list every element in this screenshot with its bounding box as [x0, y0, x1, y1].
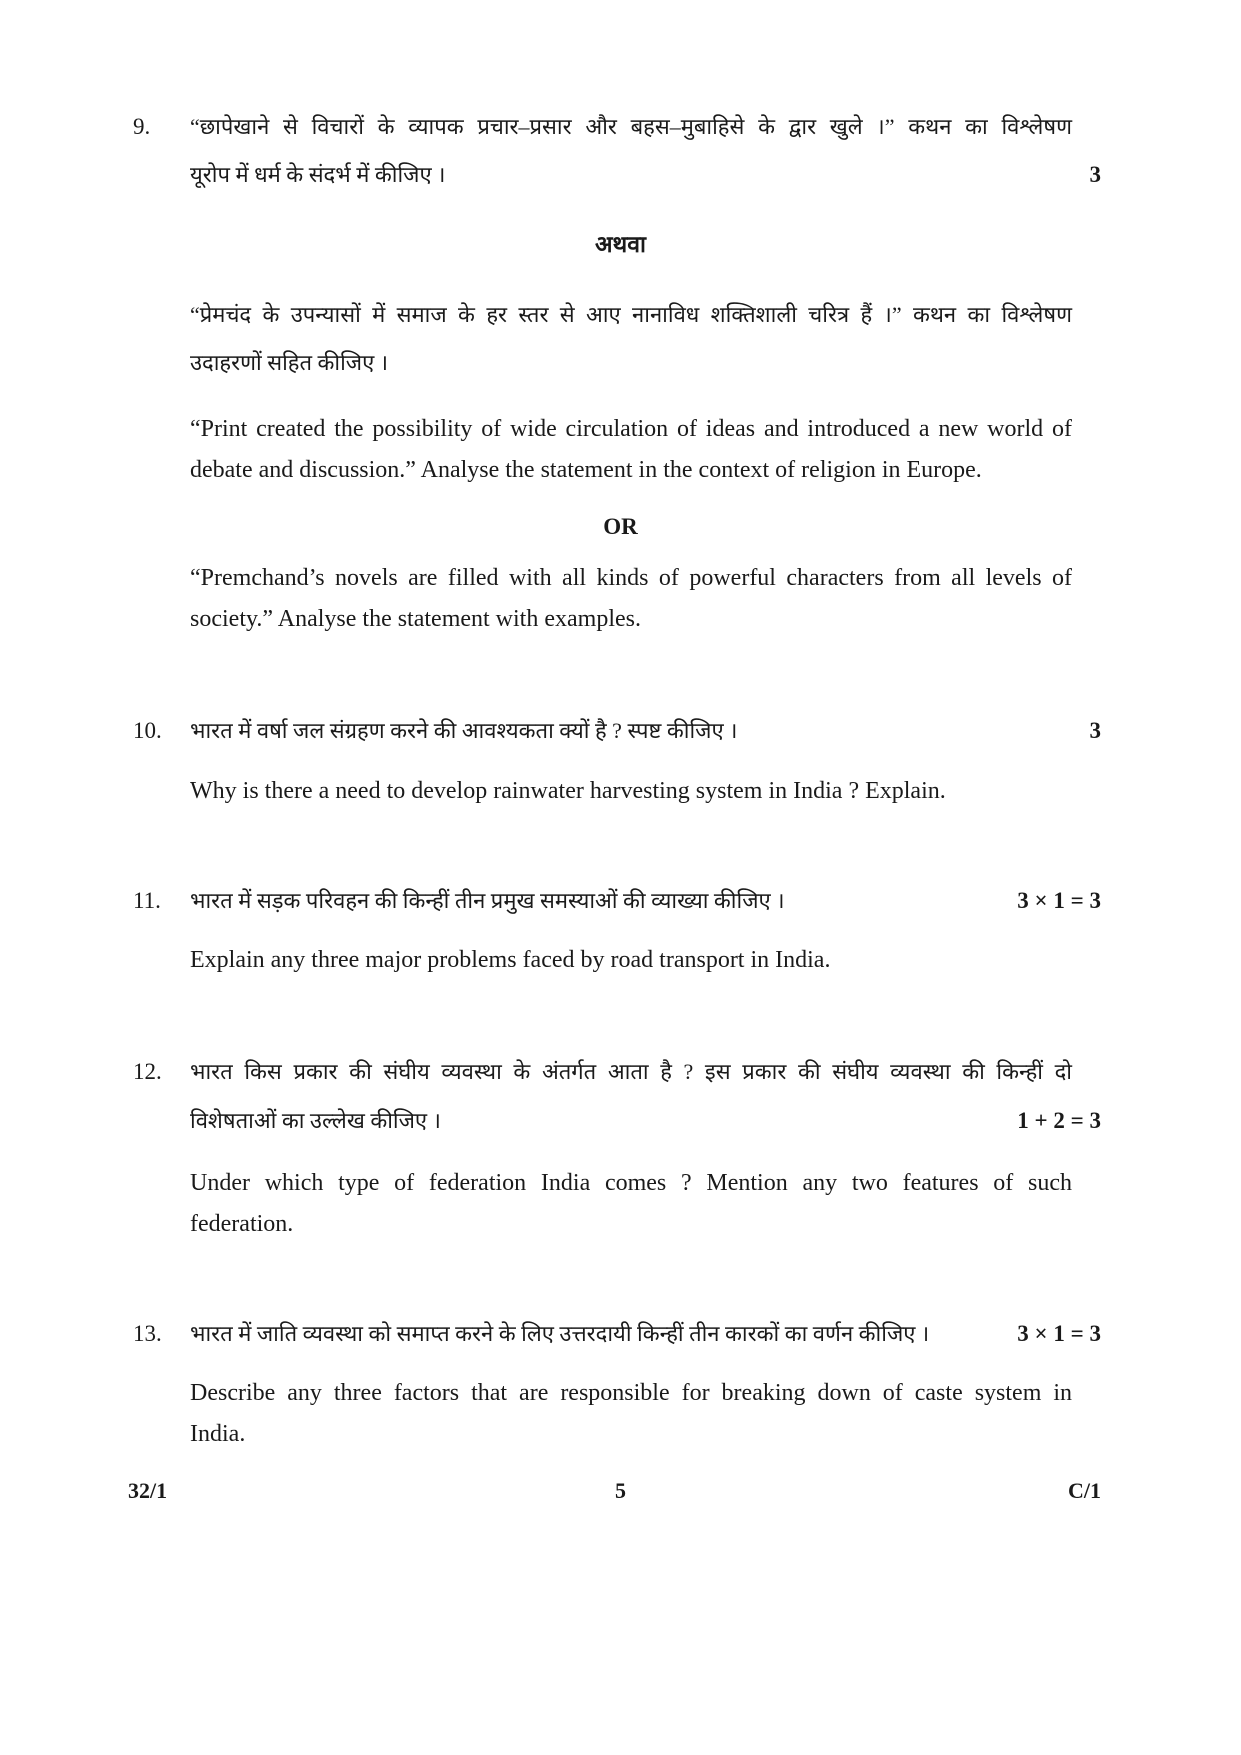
marks: 3: [1089, 162, 1101, 187]
question-number: 10.: [133, 718, 162, 743]
paper-code: 32/1: [128, 1478, 168, 1503]
question-number: 12.: [133, 1059, 162, 1084]
q9-alt-hindi-line: “प्रेमचंद के उपन्यासों में समाज के हर स्तर से आए नानाविध शक्तिशाली चरित्र हैं ।” कथन का विश्लेषण: [190, 302, 1072, 327]
q11-hindi-line: भारत में सड़क परिवहन की किन्हीं तीन प्रमुख समस्याओं की व्याख्या कीजिए ।: [190, 888, 785, 913]
q9-english-line: debate and discussion.” Analyse the statement in the context of religion in Europe.: [190, 457, 982, 483]
q9-hindi-line: “छापेखाने से विचारों के व्यापक प्रचार–प्रसार और बहस–मुबाहिसे के द्वार खुले ।” कथन का विश्लेषण: [190, 114, 1072, 139]
marks: 1 + 2 = 3: [1017, 1108, 1101, 1133]
marks: 3 × 1 = 3: [1017, 888, 1101, 913]
question-number: 13.: [133, 1321, 162, 1346]
q9-alt-hindi-line: उदाहरणों सहित कीजिए ।: [190, 350, 389, 375]
q9-hindi-line: यूरोप में धर्म के संदर्भ में कीजिए ।: [190, 162, 446, 187]
question-number: 9.: [133, 114, 151, 139]
q13-english-line: Describe any three factors that are responsible for breaking down of caste system in: [190, 1380, 1072, 1406]
set-code: C/1: [1068, 1478, 1101, 1503]
q11-english-line: Explain any three major problems faced by road transport in India.: [190, 947, 831, 973]
q10-hindi-line: भारत में वर्षा जल संग्रहण करने की आवश्यकता क्यों है ? स्पष्ट कीजिए ।: [190, 718, 738, 743]
or-divider: OR: [603, 514, 638, 539]
q13-hindi-line: भारत में जाति व्यवस्था को समाप्त करने के लिए उत्तरदायी किन्हीं तीन कारकों का वर्णन कीजिए ।: [190, 1321, 930, 1346]
or-divider: अथवा: [594, 232, 646, 257]
q12-hindi-line: विशेषताओं का उल्लेख कीजिए ।: [190, 1108, 441, 1133]
q12-english-line: federation.: [190, 1211, 294, 1237]
q12-hindi-line: भारत किस प्रकार की संघीय व्यवस्था के अंतर्गत आता है ? इस प्रकार की संघीय व्यवस्था की किन्हीं दो: [190, 1059, 1072, 1084]
marks: 3: [1089, 718, 1101, 743]
q9-alt-english-line: society.” Analyse the statement with examples.: [190, 606, 641, 632]
q13-english-line: India.: [190, 1421, 246, 1447]
q10-english-line: Why is there a need to develop rainwater harvesting system in India ? Explain.: [190, 778, 946, 804]
marks: 3 × 1 = 3: [1017, 1321, 1101, 1346]
q12-english-line: Under which type of federation India comes ? Mention any two features of such: [190, 1170, 1072, 1196]
q9-alt-english-line: “Premchand’s novels are filled with all kinds of powerful characters from all levels of: [190, 565, 1072, 591]
q9-english-line: “Print created the possibility of wide circulation of ideas and introduced a new world of: [190, 416, 1072, 442]
page-number: 5: [615, 1478, 626, 1503]
question-number: 11.: [133, 888, 161, 913]
